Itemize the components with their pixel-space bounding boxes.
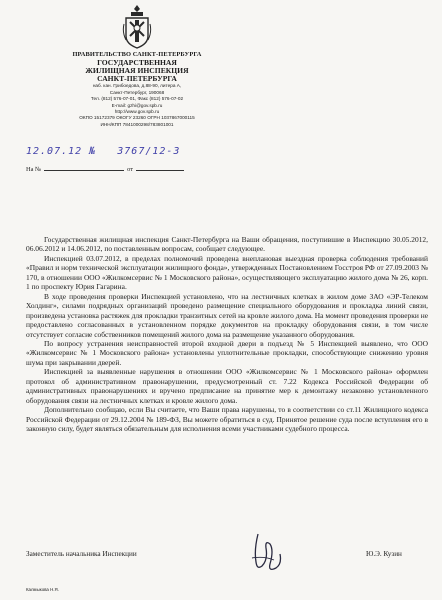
paragraph: Дополнительно сообщаю, если Вы считаете, что Ваши права нарушены, то в соответствии со ст.11 Жилищного кодекса Российской Федерации от 29.12.2004 № 189-ФЗ, Вы можете обратиться в суд. Принятое решение суда после вступления его в законную силу, будет являться обязательным для исполнения всеми участниками судебного процесса. — [26, 405, 428, 434]
reference-prefix: На № — [26, 166, 42, 173]
letterhead — [62, 52, 212, 128]
phone-line: Тел. (812) 576-07-01, Факс (812) 576-07-02 — [90, 96, 184, 102]
inn-line: ИНН/КПП 7841000298/783801001 — [100, 121, 174, 127]
handwritten-signature — [244, 530, 290, 574]
stamp-sep: № — [89, 146, 97, 157]
okpo-line: ОКПО 15172379 ОКОГУ 23260 ОГРН 1037867000115 — [79, 115, 195, 121]
executor-name: Калмыкова Н.Я. — [26, 587, 59, 592]
paragraph: Инспекцией за выявленные нарушения в отношении ООО «Жилкомсервис № 1 Московского района» оформлен протокол об административном правонарушении, предусмотренный ст. 7.22 Кодекса Российской Федерации об административных правонарушениях и вручено предписание на принятие мер к демонтажу незаконно установленного оборудования связи на лестничных клетках и кровле жилого дома. — [26, 367, 428, 405]
reference-number-blank — [44, 170, 124, 171]
agency-line-3: САНКТ-ПЕТЕРБУРГА — [97, 74, 177, 84]
paragraph: В ходе проведения проверки Инспекцией установлено, что на лестничных клетках в жилом доме ЗАО «ЭР-Телеком Холдинг», силами подрядных организаций проведено размещение специального оборудования и прокладка линий связи, произведена установка растяжек для прокладки транзитных сетей на кровле жилого дома. На момент проведения проверки не предоставлено согласованных в установленном порядке документов на прокладку оборудования связи, в том числе отсутствует согласие собственников помещений жилого дома на размещение указанного оборудования. — [26, 291, 428, 339]
stamp-number: 3767/12-3 — [117, 146, 181, 157]
agency-line-1: ГОСУДАРСТВЕННАЯ — [97, 57, 177, 67]
signatory-name: Ю.Э. Кузин — [366, 550, 402, 558]
reference-mid: от — [127, 166, 134, 173]
coat-of-arms-icon — [122, 4, 152, 50]
paragraph: По вопросу устранения неисправностей второй входной двери в подъезд № 5 Инспекцией выявлено, что ООО «Жилкомсервис № 1 Московского района» установлены уплотнительные прокладки, способствующие снижению уровня шума при закрывании дверей. — [26, 338, 428, 367]
registration-stamp — [26, 146, 226, 157]
signatory-title: Заместитель начальника Инспекции — [26, 550, 137, 558]
email-line: E-mail: gzhi@gov.spb.ru — [111, 102, 163, 108]
agency-line-2: ЖИЛИЩНАЯ ИНСПЕКЦИЯ — [85, 66, 189, 76]
paragraph: Инспекцией 03.07.2012, в пределах полномочий проведена внеплановая выездная проверка соблюдения требований «Правил и норм технической эксплуатации жилищного фонда», утвержденных Постановлением Госстроя РФ от 27.09.2003 № 170, в отношении ООО «Жилкомсервис № 1 Московского района», осуществляющего эксплуатацию жилого дома № 26, корп. 1 по проспекту Юрия Гагарина. — [26, 253, 428, 292]
address-line-1: наб. кан. Грибоедова, д.88-90, литера А, — [92, 83, 182, 89]
web-line: http://www.gov.spb.ru — [114, 108, 160, 114]
government-line: ПРАВИТЕЛЬСТВО САНКТ-ПЕТЕРБУРГА — [72, 51, 202, 58]
paragraph: Государственная жилищная инспекция Санкт-Петербурга на Ваши обращения, поступившие в Инспекцию 30.05.2012, 06.06.2012 и 14.06.2012, по поставленным вопросам, сообщает следующее. — [26, 235, 428, 254]
address-line-2: Санкт-Петербург, 190068 — [109, 89, 165, 95]
stamp-date: 12.07.12 — [26, 146, 83, 157]
reference-line — [26, 166, 226, 173]
letter-body — [26, 235, 428, 434]
reference-date-blank — [136, 170, 184, 171]
